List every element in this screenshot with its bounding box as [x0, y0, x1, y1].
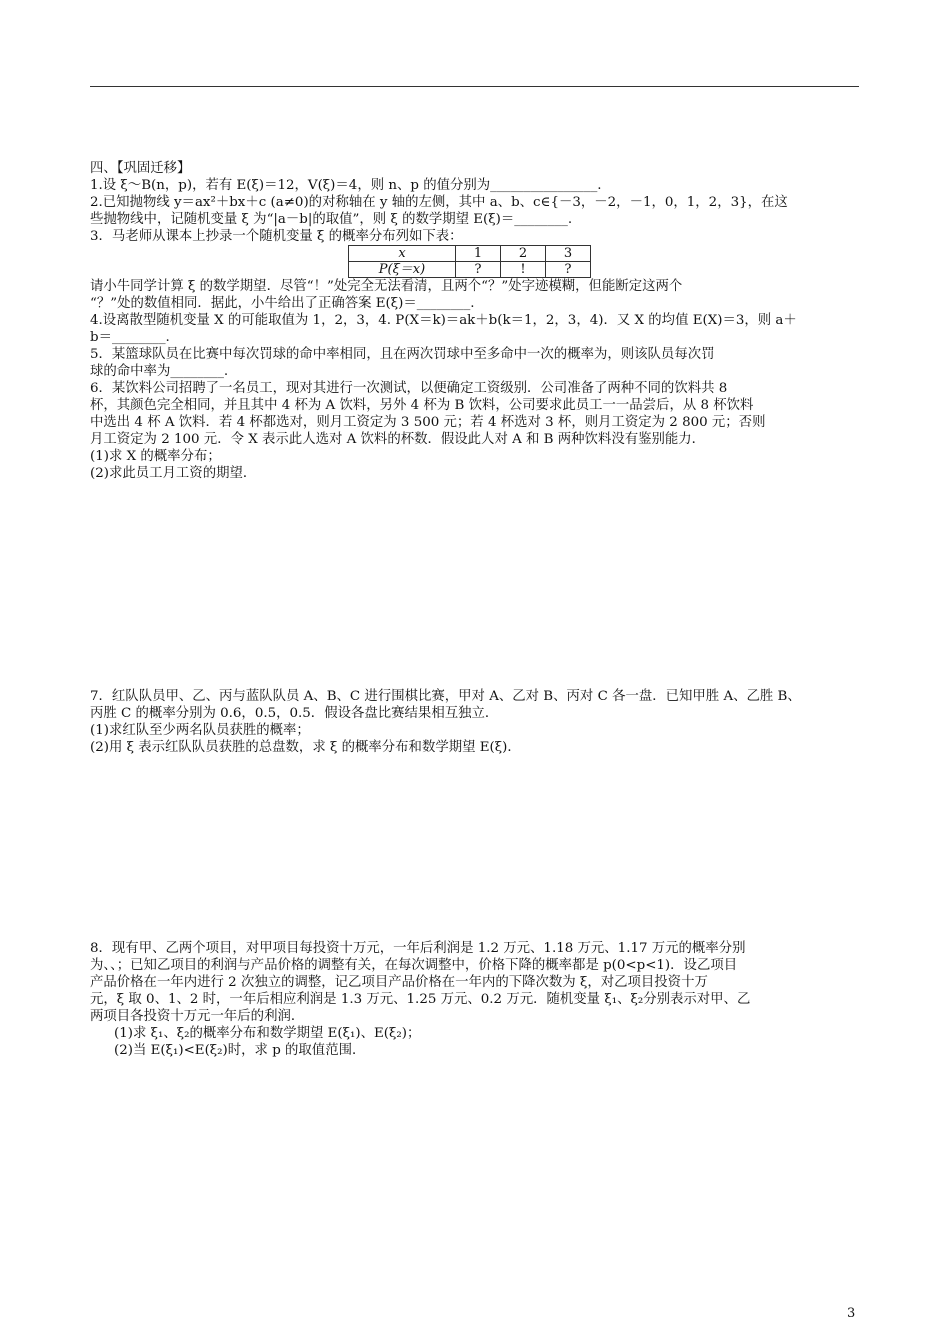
table-row [349, 246, 591, 262]
question-4 [90, 312, 860, 346]
question-8-subquestion: (2)当 E(ξ₁)<E(ξ₂)时，求 p 的取值范围． [114, 1043, 366, 1058]
question-5 [90, 346, 860, 380]
answer-space [90, 482, 860, 688]
question-8-line: 为、、；已知乙项目的利润与产品价格的调整有关，在每次调整中，价格下降的概率都是 p(0<p<1)．设乙项目 [90, 958, 738, 973]
table-cell: x [349, 246, 456, 262]
question-7-subquestion: (1)求红队至少两名队员获胜的概率； [90, 723, 310, 738]
question-1: 1.设 ξ～B(n，p)，若有 E(ξ)＝12，V(ξ)＝4，则 n、p 的值分别为________________. [90, 178, 602, 193]
question-7-subquestion: (2)用 ξ 表示红队队员获胜的总盘数，求 ξ 的概率分布和数学期望 E(ξ)． [90, 740, 521, 755]
question-2-line: 些抛物线中，记随机变量 ξ 为“|a－b|的取值”，则 ξ 的数学期望 E(ξ)＝________. [90, 212, 573, 227]
question-8-line: 两项目各投资十万元一年后的利润． [90, 1009, 305, 1024]
question-3-intro: 3．马老师从课本上抄录一个随机变量 ξ 的概率分布列如下表： [90, 229, 463, 244]
page-number: 3 [847, 1306, 856, 1321]
table-cell: 3 [546, 246, 591, 262]
question-5-line: 球的命中率为________. [90, 364, 229, 379]
question-3-text [90, 278, 860, 312]
question-8-line: 8．现有甲、乙两个项目，对甲项目每投资十万元，一年后利润是 1.2 万元、1.18 万元、1.17 万元的概率分别 [90, 941, 746, 956]
question-7-line: 7．红队队员甲、乙、丙与蓝队队员 A、B、C 进行围棋比赛，甲对 A、乙对 B、丙对 C 各一盘．已知甲胜 A、乙胜 B、 [90, 689, 801, 704]
question-8 [90, 940, 860, 1059]
question-7 [90, 688, 860, 756]
table-cell: ! [501, 262, 546, 278]
question-8-line: 产品价格在一年内进行 2 次独立的调整，记乙项目产品价格在一年内的下降次数为 ξ，对乙项目投资十万 [90, 975, 708, 990]
answer-space [90, 756, 860, 940]
document-body [90, 160, 860, 1059]
table-cell: 2 [501, 246, 546, 262]
question-4-line: b＝________. [90, 330, 170, 345]
header-rule [90, 86, 859, 87]
probability-table [348, 245, 591, 278]
question-8-subquestion: (1)求 ξ₁、ξ₂的概率分布和数学期望 E(ξ₁)、E(ξ₂)； [114, 1026, 421, 1041]
table-cell: ? [546, 262, 591, 278]
question-6 [90, 380, 860, 482]
question-6-subquestion: (2)求此员工月工资的期望． [90, 466, 257, 481]
question-6-line: 月工资定为 2 100 元．令 X 表示此人选对 A 饮料的杯数．假设此人对 A 和 B 两种饮料没有鉴别能力． [90, 432, 706, 447]
question-8-line: 元，ξ 取 0、1、2 时，一年后相应利润是 1.3 万元、1.25 万元、0.2 万元．随机变量 ξ₁、ξ₂分别表示对甲、乙 [90, 992, 751, 1007]
question-4-line: 4.设离散型随机变量 X 的可能取值为 1，2，3，4. P(X＝k)＝ak＋b(k＝1，2，3，4)．又 X 的均值 E(X)＝3，则 a＋ [90, 313, 797, 328]
question-2-line: 2.已知抛物线 y＝ax²＋bx＋c (a≠0)的对称轴在 y 轴的左侧，其中 a、b、c∈{－3，－2，－1，0，1，2，3}，在这 [90, 195, 788, 210]
question-7-line: 丙胜 C 的概率分别为 0.6，0.5，0.5．假设各盘比赛结果相互独立． [90, 706, 499, 721]
section-title: 四、【巩固迁移】 [90, 161, 191, 176]
table-cell: 1 [456, 246, 501, 262]
question-2 [90, 194, 860, 228]
question-3-line: 请小牛同学计算 ξ 的数学期望．尽管“！”处完全无法看清，且两个“？”处字迹模糊，但能断定这两个 [90, 279, 683, 294]
question-6-line: 中选出 4 杯 A 饮料．若 4 杯都选对，则月工资定为 3 500 元；若 4 杯选对 3 杯，则月工资定为 2 800 元；否则 [90, 415, 766, 430]
question-6-line: 杯，其颜色完全相同，并且其中 4 杯为 A 饮料，另外 4 杯为 B 饮料，公司要求此员工一一品尝后，从 8 杯饮料 [90, 398, 754, 413]
table-row [349, 262, 591, 278]
table-cell: ? [456, 262, 501, 278]
question-5-line: 5．某篮球队员在比赛中每次罚球的命中率相同，且在两次罚球中至多命中一次的概率为，则该队员每次罚 [90, 347, 715, 362]
question-6-subquestion: (1)求 X 的概率分布； [90, 449, 221, 464]
table-cell: P(ξ＝x) [349, 262, 456, 278]
question-6-line: 6．某饮料公司招聘了一名员工，现对其进行一次测试，以便确定工资级别．公司准备了两种不同的饮料共 8 [90, 381, 728, 396]
question-3-line: “？”处的数值相同．据此，小牛给出了正确答案 E(ξ)＝________. [90, 296, 475, 311]
